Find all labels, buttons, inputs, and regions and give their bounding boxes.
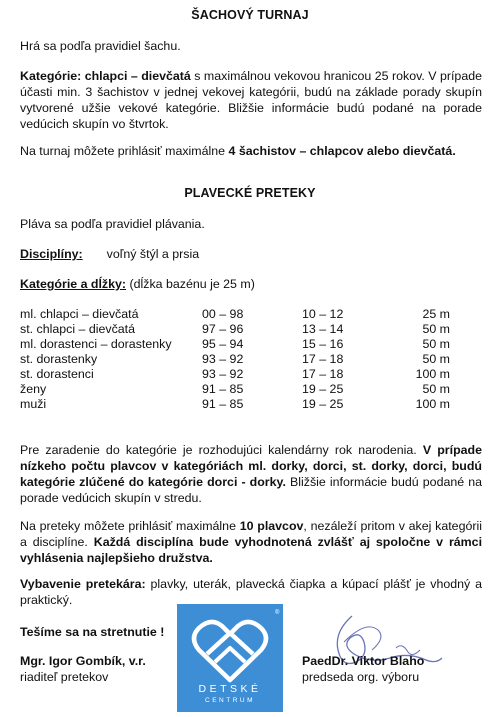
- signer-right-role: predseda org. výboru: [302, 670, 420, 684]
- table-cell-years: 93 – 92: [202, 367, 244, 381]
- swim-assignment-tail: Bližšie informácie budú podané na porade vedúcich skupín v stredu.: [20, 475, 482, 505]
- registered-mark: ®: [275, 610, 280, 616]
- chess-registration: [20, 143, 482, 159]
- swim-registration-paragraph: [20, 518, 482, 566]
- chess-registration-limit: 4 šachistov – chlapcov alebo dievčatá.: [228, 144, 456, 158]
- table-cell-category: st. dorastenci: [20, 367, 94, 381]
- chess-categories-text: s maximálnou vekovou hranicou 25 rokov. V prípade účasti min. 3 šachistov v jednej vekovej kategórii, budú na základe porady skupín vytvorené užšie vekové kategórie. Bližšie informácie budú podané na porade vedúcich skupín vo štvrtok.: [20, 69, 482, 131]
- signer-left-role: riaditeľ pretekov: [20, 670, 109, 684]
- swim-registration-text-2: , nezáleží pritom v akej kategórii a disciplíne.: [20, 519, 482, 549]
- swim-assignment-text: Pre zaradenie do kategórie je rozhodujúci kalendárny rok narodenia.: [20, 443, 423, 457]
- table-row: [20, 337, 450, 352]
- detske-centrum-logo: [177, 604, 283, 712]
- table-row: [20, 397, 450, 412]
- chess-categories-label: Kategórie: chlapci – dievčatá: [20, 69, 191, 83]
- table-cell-age: 19 – 25: [302, 397, 344, 411]
- table-cell-category: ml. chlapci – dievčatá: [20, 307, 139, 321]
- table-cell-distance: 100 m: [415, 397, 450, 411]
- swim-registration-evaluation: Každá disciplína bude vyhodnotená zvlášť aj spoločne v rámci vyhlásenia najlepšieho družstva.: [20, 535, 483, 565]
- table-cell-distance: 50 m: [422, 352, 450, 366]
- table-cell-years: 91 – 85: [202, 382, 244, 396]
- signer-left-name: Mgr. Igor Gombík, v.r.: [20, 654, 146, 668]
- table-cell-years: 97 – 96: [202, 322, 244, 336]
- table-cell-age: 17 – 18: [302, 352, 344, 366]
- closing-greeting: Tešíme sa na stretnutie !: [20, 625, 165, 639]
- table-cell-age: 13 – 14: [302, 322, 344, 336]
- swim-disciplines-label: Disciplíny:: [20, 247, 83, 261]
- table-row: [20, 322, 450, 337]
- swim-disciplines: [20, 246, 482, 262]
- swim-categories-label: Kategórie a dĺžky:: [20, 277, 127, 291]
- table-cell-distance: 50 m: [422, 322, 450, 336]
- table-cell-years: 91 – 85: [202, 397, 244, 411]
- chess-title: ŠACHOVÝ TURNAJ: [191, 8, 309, 22]
- swim-categories-heading: [20, 276, 482, 292]
- table-cell-years: 93 – 92: [202, 352, 244, 366]
- chess-categories-paragraph: [20, 68, 482, 132]
- swim-title: PLAVECKÉ PRETEKY: [184, 186, 316, 200]
- swim-equipment-label: Vybavenie pretekára:: [20, 577, 146, 591]
- table-cell-distance: 50 m: [422, 382, 450, 396]
- swim-disciplines-text: voľný štýl a prsia: [106, 247, 200, 261]
- swim-registration-limit: 10 plavcov: [239, 519, 304, 533]
- chess-registration-text: Na turnaj môžete prihlásiť maximálne: [20, 144, 229, 158]
- swim-rules: Pláva sa podľa pravidiel plávania.: [20, 217, 205, 231]
- table-cell-age: 19 – 25: [302, 382, 344, 396]
- table-cell-category: st. dorastenky: [20, 352, 98, 366]
- table-row: [20, 307, 450, 322]
- table-row: [20, 352, 450, 367]
- table-cell-distance: 25 m: [422, 307, 450, 321]
- table-cell-category: ženy: [20, 382, 47, 396]
- table-cell-category: st. chlapci – dievčatá: [20, 322, 136, 336]
- table-cell-age: 15 – 16: [302, 337, 344, 351]
- table-row: [20, 367, 450, 382]
- table-row: [20, 382, 450, 397]
- signer-right-name: PaedDr. Viktor Blaho: [302, 654, 425, 668]
- table-cell-category: muži: [20, 397, 47, 411]
- table-cell-distance: 100 m: [415, 367, 450, 381]
- logo-text-centrum: CENTRUM: [205, 697, 255, 704]
- table-cell-years: 95 – 94: [202, 337, 244, 351]
- chess-rules: Hrá sa podľa pravidiel šachu.: [20, 39, 181, 53]
- swim-registration-text: Na preteky môžete prihlásiť maximálne: [20, 519, 240, 533]
- swim-categories-note: (dĺžka bazénu je 25 m): [126, 277, 255, 291]
- table-cell-distance: 50 m: [422, 337, 450, 351]
- heart-house-icon: [177, 604, 283, 712]
- swim-assignment-paragraph: [20, 442, 482, 506]
- swim-assignment-merge-rule: V prípade nízkeho počtu plavcov v kategóriách ml. dorky, dorci, st. dorky, dorci, budú kategórie zlúčené do kategórie dorci - dorky.: [20, 443, 482, 489]
- table-cell-category: ml. dorastenci – dorastenky: [20, 337, 172, 351]
- logo-text-detske: DETSKÉ: [198, 683, 262, 695]
- swim-equipment-text: plavky, uterák, plavecká čiapka a kúpací plášť je vhodný a praktický.: [20, 577, 483, 607]
- table-cell-age: 17 – 18: [302, 367, 344, 381]
- table-cell-age: 10 – 12: [302, 307, 344, 321]
- table-cell-years: 00 – 98: [202, 307, 244, 321]
